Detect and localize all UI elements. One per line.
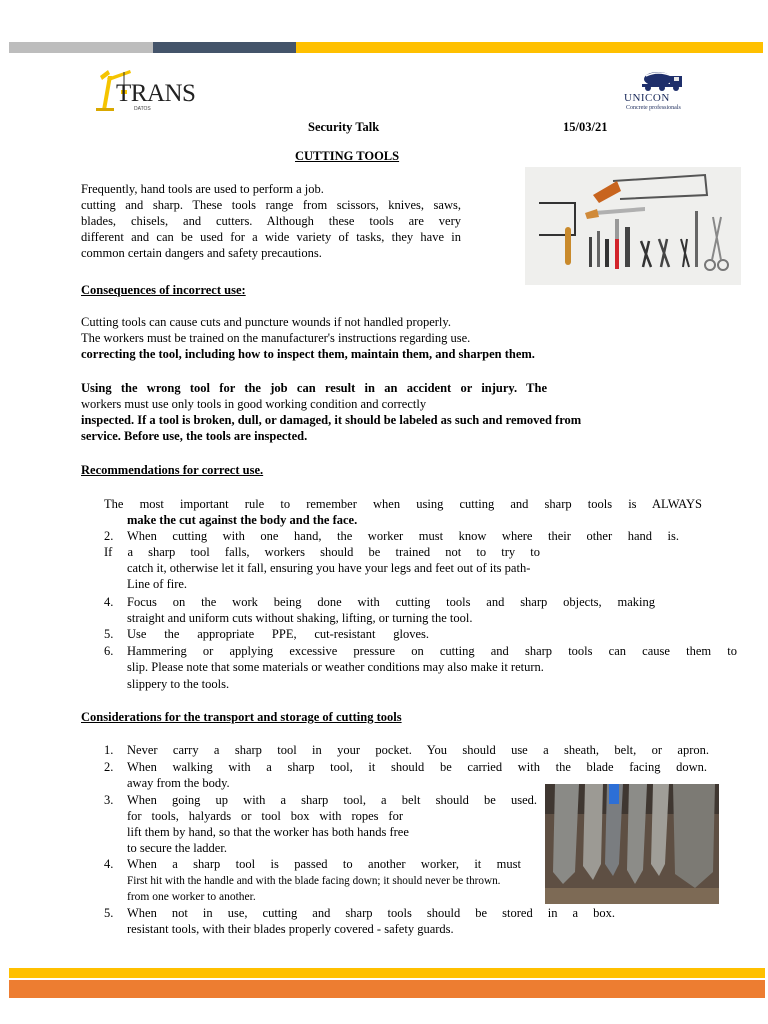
rec-item-2-line-1: When cutting with one hand, the worker must know where their other hand is. (127, 529, 679, 543)
rec-item-4-line-1: Focus on the work being done with cutting tools and sharp objects, making (127, 595, 655, 609)
rec-item-5-num: 5. (104, 627, 114, 641)
rec-item-2-num: 2. (104, 529, 114, 543)
consequences-line-2: The workers must be trained on the manufacturer's instructions regarding use. (81, 331, 471, 345)
storage-item-4-line-3: from one worker to another. (127, 891, 256, 903)
document-title: Security Talk (308, 120, 380, 134)
storage-item-2-line-2: away from the body. (127, 776, 230, 790)
consequences-line-3: correcting the tool, including how to inspect them, maintain them, and sharpen them. (81, 347, 535, 361)
consequences-line-1: Cutting tools can cause cuts and puncture wounds if not handled properly. (81, 315, 451, 329)
storage-item-1-line-1: Never carry a sharp tool in your pocket. You should use a sheath, belt, or apron. (127, 743, 709, 757)
storage-item-1-num: 1. (104, 743, 114, 757)
wrong-tool-line-1: Using the wrong tool for the job can result in an accident or injury. The (81, 381, 547, 395)
consequences-paragraph (81, 314, 641, 362)
storage-item-3-line-4: to secure the ladder. (127, 841, 227, 855)
wrong-tool-line-2: workers must use only tools in good working condition and correctly (81, 397, 427, 411)
rec-item-5-line-1: Use the appropriate PPE, cut-resistant gloves. (127, 627, 429, 641)
bottom-bar-orange (9, 980, 765, 998)
intro-line-2: cutting and sharp. These tools range from scissors, knives, saws, (81, 198, 461, 212)
tools-image (525, 167, 741, 285)
wrong-tool-paragraph (81, 380, 647, 444)
storage-item-5-line-2: resistant tools, with their blades properly covered - safety guards. (127, 922, 454, 936)
rec-item-3-line-1: If a sharp tool falls, workers should be trained not to try to (104, 545, 540, 559)
trans-logo (94, 66, 196, 114)
chisels-image (545, 784, 719, 904)
storage-item-4-line-2: First hit with the handle and with the blade facing down; it should never be thrown. (127, 875, 501, 887)
consequences-heading (81, 282, 254, 298)
storage-item-3-line-1: When going up with a sharp tool, a belt should be used. (127, 793, 537, 807)
consequences-heading-text: Consequences of incorrect use: (81, 283, 246, 297)
top-bar-yellow (296, 42, 763, 53)
wrong-tool-line-4: service. Before use, the tools are inspected. (81, 429, 308, 443)
document-subtitle (295, 148, 427, 164)
top-bar-navy (153, 42, 296, 53)
recommendations-heading (81, 462, 283, 478)
rec-item-6-line-3: slippery to the tools. (127, 677, 230, 691)
storage-item-4-num: 4. (104, 857, 114, 871)
storage-item-2-num: 2. (104, 760, 114, 774)
unicon-logo (620, 70, 702, 116)
rec-item-4-num: 4. (104, 595, 114, 609)
storage-item-5-line-1: When not in use, cutting and sharp tools should be stored in a box. (127, 906, 615, 920)
intro-line-1: Frequently, hand tools are used to perform a job. (81, 182, 324, 196)
intro-paragraph (81, 181, 461, 261)
unicon-logo-sub: Concrete professionals (626, 105, 681, 111)
storage-item-5-num: 5. (104, 906, 114, 920)
trans-logo-name: TRANS (116, 80, 196, 107)
cutting-tools-photo (525, 167, 741, 285)
rec-item-3-line-3: Line of fire. (127, 577, 188, 591)
rec-item-3-line-2: catch it, otherwise let it fall, ensuring you have your legs and feet out of its path- (127, 561, 531, 575)
intro-line-3: blades, chisels, and cutters. Although these tools are very (81, 214, 461, 228)
storage-item-2-line-1: When walking with a sharp tool, it should be carried with the blade facing down. (127, 760, 707, 774)
storage-item-3-num: 3. (104, 793, 114, 807)
rec-item-6-num: 6. (104, 644, 114, 658)
storage-heading-text: Considerations for the transport and storage of cutting tools (81, 710, 402, 724)
rec-item-1-line-1: The most important rule to remember when using cutting and sharp tools is ALWAYS (104, 497, 702, 511)
unicon-logo-name: UNICON (624, 92, 670, 104)
intro-line-5: common certain dangers and safety precautions. (81, 246, 322, 260)
trans-logo-sub: DATOS (134, 106, 151, 112)
bottom-bar-yellow (9, 968, 765, 978)
concrete-truck-icon (628, 70, 692, 92)
storage-heading (81, 709, 432, 725)
document-date: 15/03/21 (563, 120, 608, 134)
storage-item-3-line-2: for tools, halyards or tool box with ropes for (127, 809, 403, 823)
rec-item-4-line-2: straight and uniform cuts without shaking, lifting, or turning the tool. (127, 611, 473, 625)
intro-line-4: different and can be used for a wide variety of tasks, they have in (81, 230, 461, 244)
storage-item-4-line-1: When a sharp tool is passed to another worker, it must (127, 857, 521, 871)
rec-item-6-line-2: slip. Please note that some materials or weather conditions may also make it return. (127, 660, 544, 674)
storage-item-3-line-3: lift them by hand, so that the worker has both hands free (127, 825, 409, 839)
recommendations-heading-text: Recommendations for correct use. (81, 463, 264, 477)
top-bar-gray (9, 42, 153, 53)
rec-item-1-line-2: make the cut against the body and the face. (127, 513, 358, 527)
chisels-photo (545, 784, 719, 904)
rec-item-6-line-1: Hammering or applying excessive pressure on cutting and sharp tools can cause them to (127, 644, 737, 658)
subtitle-text: CUTTING TOOLS (295, 149, 400, 163)
wrong-tool-line-3: inspected. If a tool is broken, dull, or damaged, it should be labeled as such and removed from (81, 413, 582, 427)
